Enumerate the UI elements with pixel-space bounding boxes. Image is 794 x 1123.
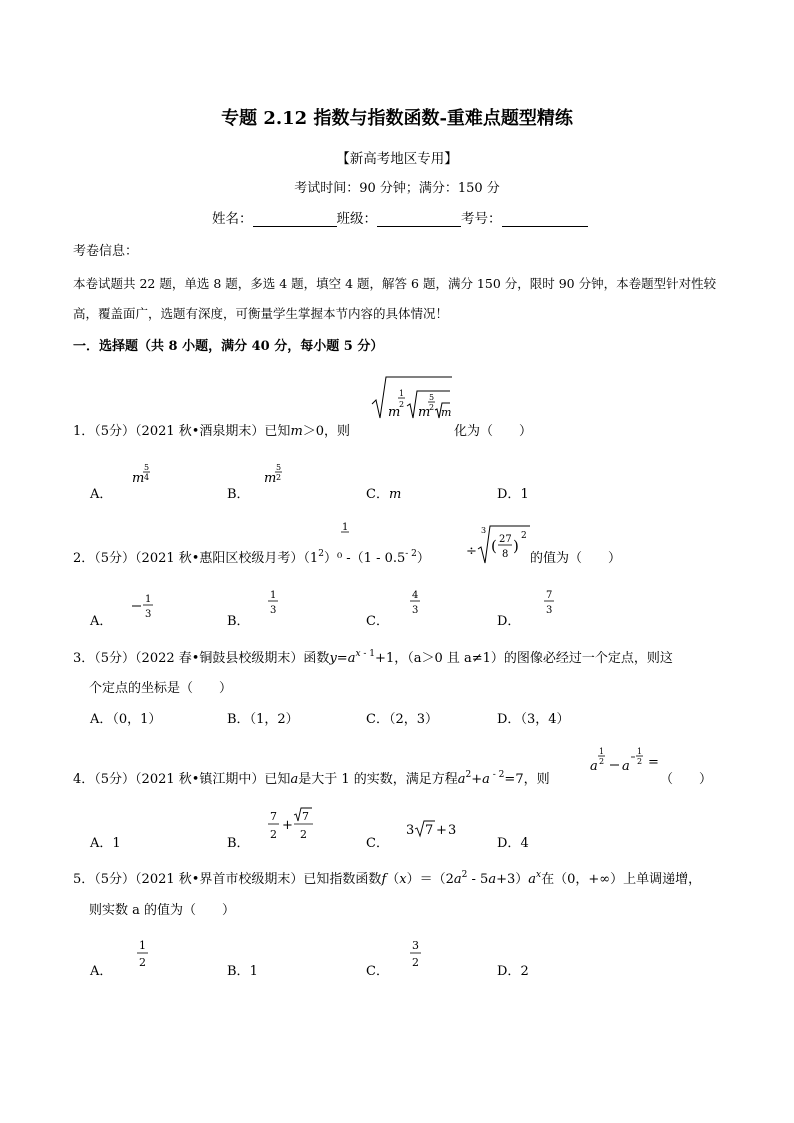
svg-text:÷: ÷ bbox=[466, 544, 477, 559]
question-3-line-2: 个定点的坐标是（ ） bbox=[89, 681, 233, 696]
question-2-suffix: 的值为（ ） bbox=[530, 551, 622, 566]
svg-text:(: ( bbox=[491, 537, 497, 555]
q2-option-a[interactable] bbox=[130, 590, 158, 622]
svg-text:7: 7 bbox=[425, 823, 434, 838]
exam-time-info: 考试时间：90 分钟；满分：150 分 bbox=[294, 181, 500, 196]
svg-text:2: 2 bbox=[399, 400, 405, 409]
info-heading: 考卷信息： bbox=[73, 244, 139, 259]
q1-option-b-label[interactable]: B． bbox=[227, 487, 250, 502]
svg-text:): ) bbox=[513, 537, 519, 555]
svg-text:2: 2 bbox=[276, 473, 282, 482]
svg-text:4: 4 bbox=[412, 590, 419, 601]
page-title: 专题 2.12 指数与指数函数-重难点题型精练 bbox=[221, 108, 573, 129]
svg-text:7: 7 bbox=[302, 810, 309, 823]
svg-text:=: = bbox=[648, 755, 659, 770]
q4-option-d[interactable]: D．4 bbox=[497, 836, 529, 851]
svg-text:+: + bbox=[436, 823, 447, 838]
q3-option-d[interactable]: D．（3，4） bbox=[497, 712, 570, 727]
q1-option-a[interactable] bbox=[130, 460, 160, 490]
svg-text:5: 5 bbox=[144, 463, 150, 472]
svg-text:2: 2 bbox=[300, 828, 307, 841]
q2-option-d-label[interactable]: D． bbox=[497, 614, 521, 629]
svg-text:2: 2 bbox=[637, 757, 643, 766]
svg-text:4: 4 bbox=[144, 473, 150, 482]
svg-text:1: 1 bbox=[637, 747, 643, 756]
q5-option-a-label[interactable]: A． bbox=[90, 964, 113, 979]
q2-option-b[interactable] bbox=[266, 586, 282, 618]
q4-option-a[interactable]: A．1 bbox=[90, 836, 121, 851]
svg-text:1: 1 bbox=[399, 389, 405, 398]
question-4: 4．（5分）（2021 秋•镇江期中）已知a是大于 1 的实数，满足方程$a^2+a$ $^{- 2}$=7，则 bbox=[73, 770, 550, 787]
q5-option-c-label[interactable]: C． bbox=[366, 964, 389, 979]
q3-option-c[interactable]: C．（2，3） bbox=[366, 712, 438, 727]
exam-no-label: 考号： bbox=[461, 211, 502, 227]
svg-text:2: 2 bbox=[412, 956, 419, 969]
section-title: 一．选择题（共 8 小题，满分 40 分，每小题 5 分） bbox=[73, 339, 384, 354]
svg-text:m: m bbox=[388, 405, 401, 420]
info-line-1: 本卷试题共 22 题，单选 8 题，多选 4 题，填空 4 题，解答 6 题，满分 150 分，限时 90 分钟，本卷题型针对性较 bbox=[73, 276, 717, 291]
svg-text:2: 2 bbox=[599, 757, 605, 766]
svg-text:2: 2 bbox=[139, 956, 146, 969]
q2-option-a-label[interactable]: A． bbox=[90, 614, 113, 629]
svg-text:2: 2 bbox=[429, 403, 435, 412]
svg-text:3: 3 bbox=[412, 605, 419, 616]
q1-option-b[interactable] bbox=[262, 460, 292, 490]
question-2-exponent bbox=[340, 520, 352, 544]
q2-option-c-label[interactable]: C． bbox=[366, 614, 389, 629]
svg-text:3: 3 bbox=[406, 823, 415, 838]
question-1: 1．（5分）（2021 秋•酒泉期末）已知m＞0，则 bbox=[73, 424, 351, 439]
name-field[interactable] bbox=[253, 210, 337, 227]
q1-option-c[interactable]: C．m bbox=[366, 487, 402, 502]
question-1-expression bbox=[370, 374, 454, 422]
svg-text:m: m bbox=[418, 405, 431, 420]
q4-option-b[interactable] bbox=[266, 806, 322, 844]
question-5: 5．（5分）（2021 秋•界首市校级期末）已知指数函数$f(x)=(2a^2 - 5a+3)a^x$在（0，+∞）上单调递增， bbox=[73, 870, 702, 887]
question-3: 3．（5分）（2022 春•铜鼓县校级期末）函数$y=a^{x - 1}+1$，（a＞0 且 a≠1）的图像必经过一个定点，则这 bbox=[73, 649, 673, 666]
exam-no-field[interactable] bbox=[502, 210, 588, 227]
svg-text:3: 3 bbox=[481, 526, 487, 535]
class-field[interactable] bbox=[377, 210, 461, 227]
q4-option-c-label[interactable]: C． bbox=[366, 836, 389, 851]
question-4-expression bbox=[588, 744, 660, 776]
question-5-line-2: 则实数 a 的值为（ ） bbox=[89, 903, 236, 918]
q1-option-a-label[interactable]: A． bbox=[90, 487, 113, 502]
q5-option-a[interactable] bbox=[135, 936, 151, 970]
svg-text:1: 1 bbox=[599, 747, 605, 756]
svg-text:5: 5 bbox=[429, 393, 435, 402]
svg-text:3: 3 bbox=[546, 605, 553, 616]
q3-option-a[interactable]: A．（0，1） bbox=[90, 712, 162, 727]
svg-text:2: 2 bbox=[270, 828, 277, 841]
svg-text:7: 7 bbox=[270, 810, 277, 823]
svg-text:m: m bbox=[132, 471, 145, 486]
svg-text:1: 1 bbox=[270, 590, 277, 601]
q4-option-c[interactable] bbox=[404, 818, 460, 840]
svg-text:m: m bbox=[441, 406, 452, 419]
q5-option-c[interactable] bbox=[408, 936, 424, 970]
svg-text:2: 2 bbox=[521, 531, 527, 541]
q2-option-d[interactable] bbox=[542, 586, 558, 618]
question-2: 2．（5分）（2021 秋•惠阳区校级月考）$(1^2)^0$ $-(1 - 0.5^{- 2})$ bbox=[73, 549, 430, 566]
question-4-blank: （ ） bbox=[660, 772, 713, 787]
svg-text:a: a bbox=[590, 759, 598, 774]
svg-text:3: 3 bbox=[145, 609, 152, 620]
q5-option-b[interactable]: B．1 bbox=[227, 964, 258, 979]
q4-option-b-label[interactable]: B． bbox=[227, 836, 250, 851]
svg-text:3: 3 bbox=[412, 939, 419, 952]
q2-option-b-label[interactable]: B． bbox=[227, 614, 250, 629]
svg-text:1: 1 bbox=[139, 939, 146, 952]
svg-text:3: 3 bbox=[448, 823, 457, 838]
q2-option-c[interactable] bbox=[408, 586, 424, 618]
svg-text:5: 5 bbox=[276, 463, 282, 472]
svg-text:+: + bbox=[282, 818, 293, 833]
svg-text:1: 1 bbox=[145, 594, 152, 605]
page-subtitle: 【新高考地区专用】 bbox=[336, 151, 458, 167]
svg-text:1: 1 bbox=[342, 522, 349, 533]
svg-text:a: a bbox=[622, 759, 630, 774]
svg-text:3: 3 bbox=[270, 605, 277, 616]
question-2-expression bbox=[464, 521, 532, 567]
q3-option-b[interactable]: B．（1，2） bbox=[227, 712, 299, 727]
question-1-suffix: 化为（ ） bbox=[454, 424, 533, 439]
name-label: 姓名： bbox=[212, 211, 253, 227]
svg-text:8: 8 bbox=[502, 549, 509, 560]
svg-text:7: 7 bbox=[546, 590, 553, 601]
info-line-2: 高，覆盖面广，选题有深度，可衡量学生掌握本节内容的具体情况！ bbox=[73, 306, 449, 321]
svg-text:27: 27 bbox=[499, 534, 512, 545]
student-info-fields bbox=[212, 207, 588, 227]
q5-option-d[interactable]: D．2 bbox=[497, 964, 529, 979]
class-label: 班级： bbox=[336, 211, 377, 227]
svg-text:m: m bbox=[264, 471, 277, 486]
q1-option-d[interactable]: D．1 bbox=[497, 487, 529, 502]
